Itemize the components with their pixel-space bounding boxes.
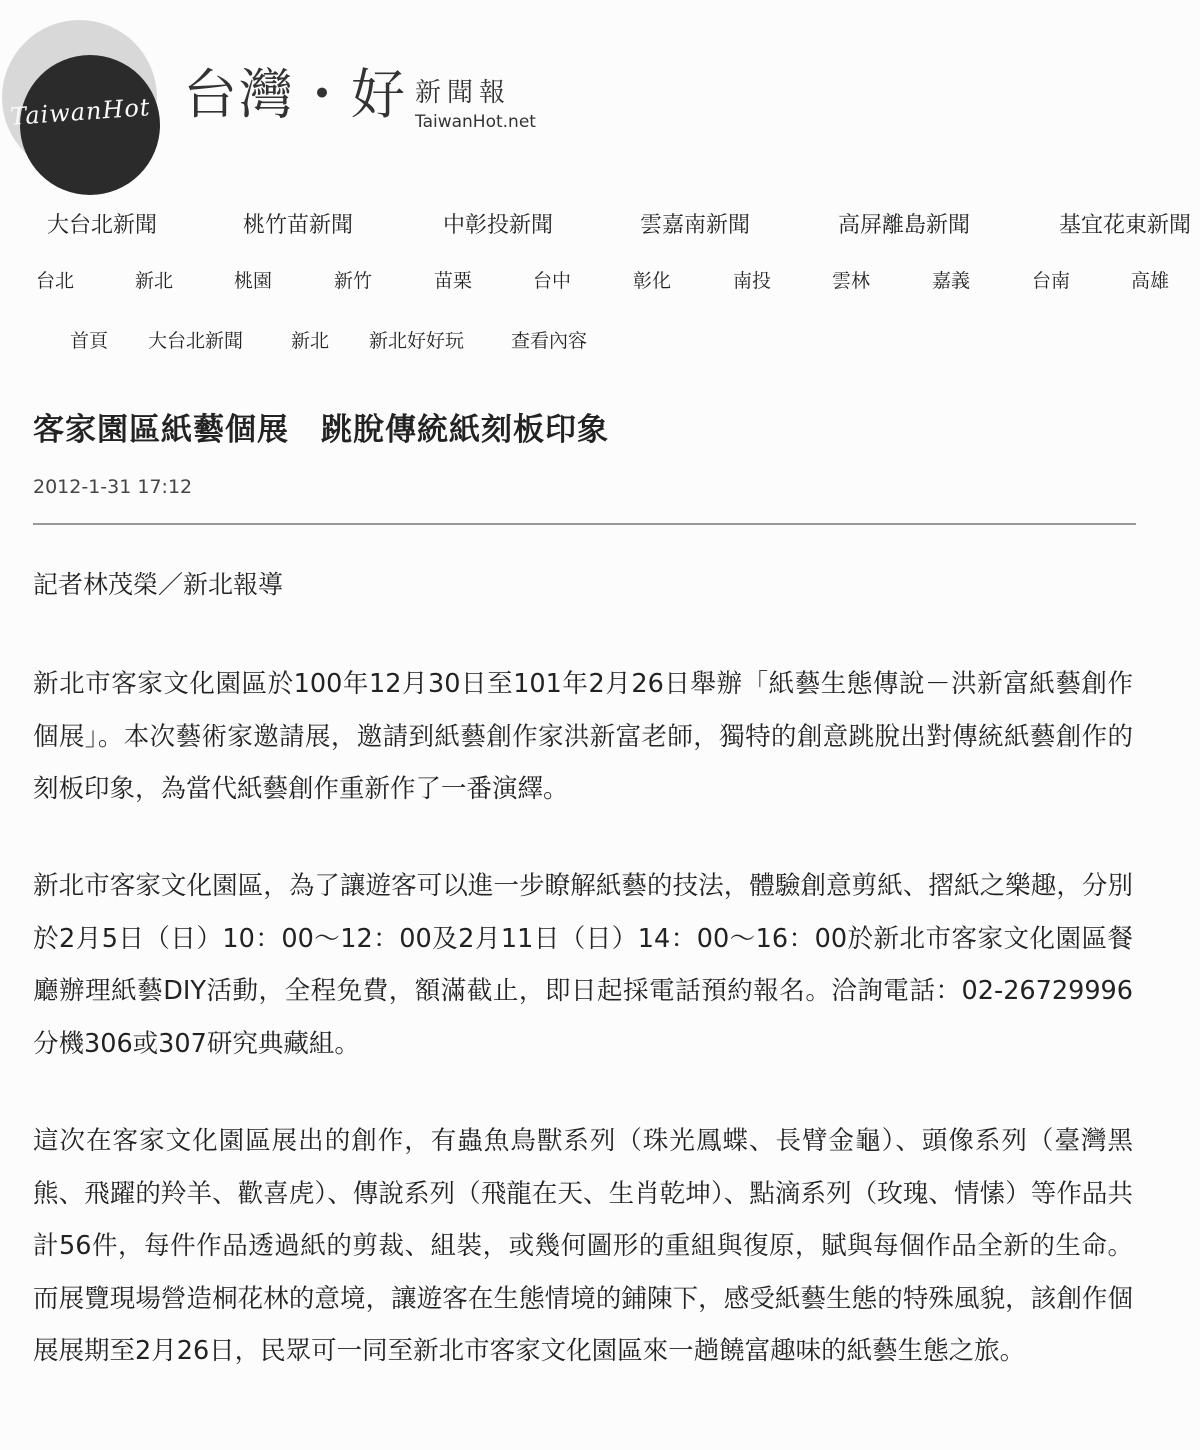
nav-city-taipei[interactable]: 台北 bbox=[36, 270, 75, 292]
article-date: 2012-1-31 17:12 bbox=[33, 476, 193, 498]
logo-subtitle: 新聞報 bbox=[415, 78, 512, 108]
nav-city-yunlin[interactable]: 雲林 bbox=[832, 270, 871, 292]
breadcrumb-region[interactable]: 大台北新聞 bbox=[148, 330, 244, 352]
nav-city-newtaipei[interactable]: 新北 bbox=[135, 270, 174, 292]
breadcrumb bbox=[0, 326, 1200, 358]
nav-city-taoyuan[interactable]: 桃園 bbox=[234, 270, 273, 292]
nav-city-kaohsiung[interactable]: 高雄 bbox=[1131, 270, 1170, 292]
site-logo[interactable] bbox=[0, 0, 560, 185]
nav-city-hsinchu[interactable]: 新竹 bbox=[334, 270, 373, 292]
nav-city-tainan[interactable]: 台南 bbox=[1032, 270, 1071, 292]
breadcrumb-city[interactable]: 新北 bbox=[291, 330, 330, 352]
nav-region-taipei[interactable]: 大台北新聞 bbox=[47, 213, 158, 238]
article-paragraph: 新北市客家文化園區，為了讓遊客可以進一步瞭解紙藝的技法，體驗創意剪紙、摺紙之樂趣，分別於2月5日（日）10：00～12：00及2月11日（日）14：00～16：00於新北市客家文化園區餐廳辦理紙藝DIY活動，全程免費，額滿截止，即日起採電話預約報名。洽詢電話：02-26729996分機306或307研究典藏組。 bbox=[33, 871, 1133, 1059]
article-paragraph: 新北市客家文化園區於100年12月30日至101年2月26日舉辦「紙藝生態傳說－洪新富紙藝創作個展」。本次藝術家邀請展，邀請到紙藝創作家洪新富老師，獨特的創意跳脫出對傳統紙藝創作的刻板印象，為當代紙藝創作重新作了一番演繹。 bbox=[33, 669, 1133, 804]
nav-city-nantou[interactable]: 南投 bbox=[733, 270, 772, 292]
nav-city-chiayi[interactable]: 嘉義 bbox=[932, 270, 971, 292]
breadcrumb-home[interactable]: 首頁 bbox=[70, 330, 109, 352]
divider bbox=[33, 523, 1136, 525]
breadcrumb-current: 查看內容 bbox=[511, 330, 588, 352]
nav-region-taozhumiao[interactable]: 桃竹苗新聞 bbox=[243, 213, 354, 238]
logo-name: 台灣・好 bbox=[183, 63, 407, 126]
breadcrumb-category[interactable]: 新北好好玩 bbox=[369, 330, 465, 352]
article-title: 客家園區紙藝個展 跳脫傳統紙刻板印象 bbox=[33, 412, 609, 448]
nav-city-miaoli[interactable]: 苗栗 bbox=[434, 270, 473, 292]
region-nav bbox=[0, 208, 1200, 248]
nav-city-taichung[interactable]: 台中 bbox=[533, 270, 572, 292]
logo-domain: TaiwanHot.net bbox=[415, 112, 536, 132]
city-nav bbox=[0, 266, 1200, 300]
article-byline: 記者林茂榮／新北報導 bbox=[33, 570, 284, 599]
nav-region-gaoping[interactable]: 高屏離島新聞 bbox=[838, 213, 971, 238]
article-paragraph: 這次在客家文化園區展出的創作，有蟲魚鳥獸系列（珠光鳳蝶、長臂金龜）、頭像系列（臺灣黑熊、飛躍的羚羊、歡喜虎）、傳說系列（飛龍在天、生肖乾坤）、點滴系列（玫瑰、情愫）等作品共計56件，每件作品透過紙的剪裁、組裝，或幾何圖形的重組與復原，賦與每個作品全新的生命。而展覽現場營造桐花林的意境，讓遊客在生態情境的鋪陳下，感受紙藝生態的特殊風貌，該創作個展展期至2月26日，民眾可一同至新北市客家文化園區來一趟饒富趣味的紙藝生態之旅。 bbox=[33, 1126, 1133, 1366]
nav-region-yunjianan[interactable]: 雲嘉南新聞 bbox=[640, 213, 751, 238]
nav-city-changhua[interactable]: 彰化 bbox=[633, 270, 672, 292]
logo-script: TaiwanHot bbox=[9, 93, 152, 131]
nav-region-jiyihuadong[interactable]: 基宜花東新聞 bbox=[1059, 213, 1192, 238]
nav-region-zhongzhangtou[interactable]: 中彰投新聞 bbox=[443, 213, 554, 238]
